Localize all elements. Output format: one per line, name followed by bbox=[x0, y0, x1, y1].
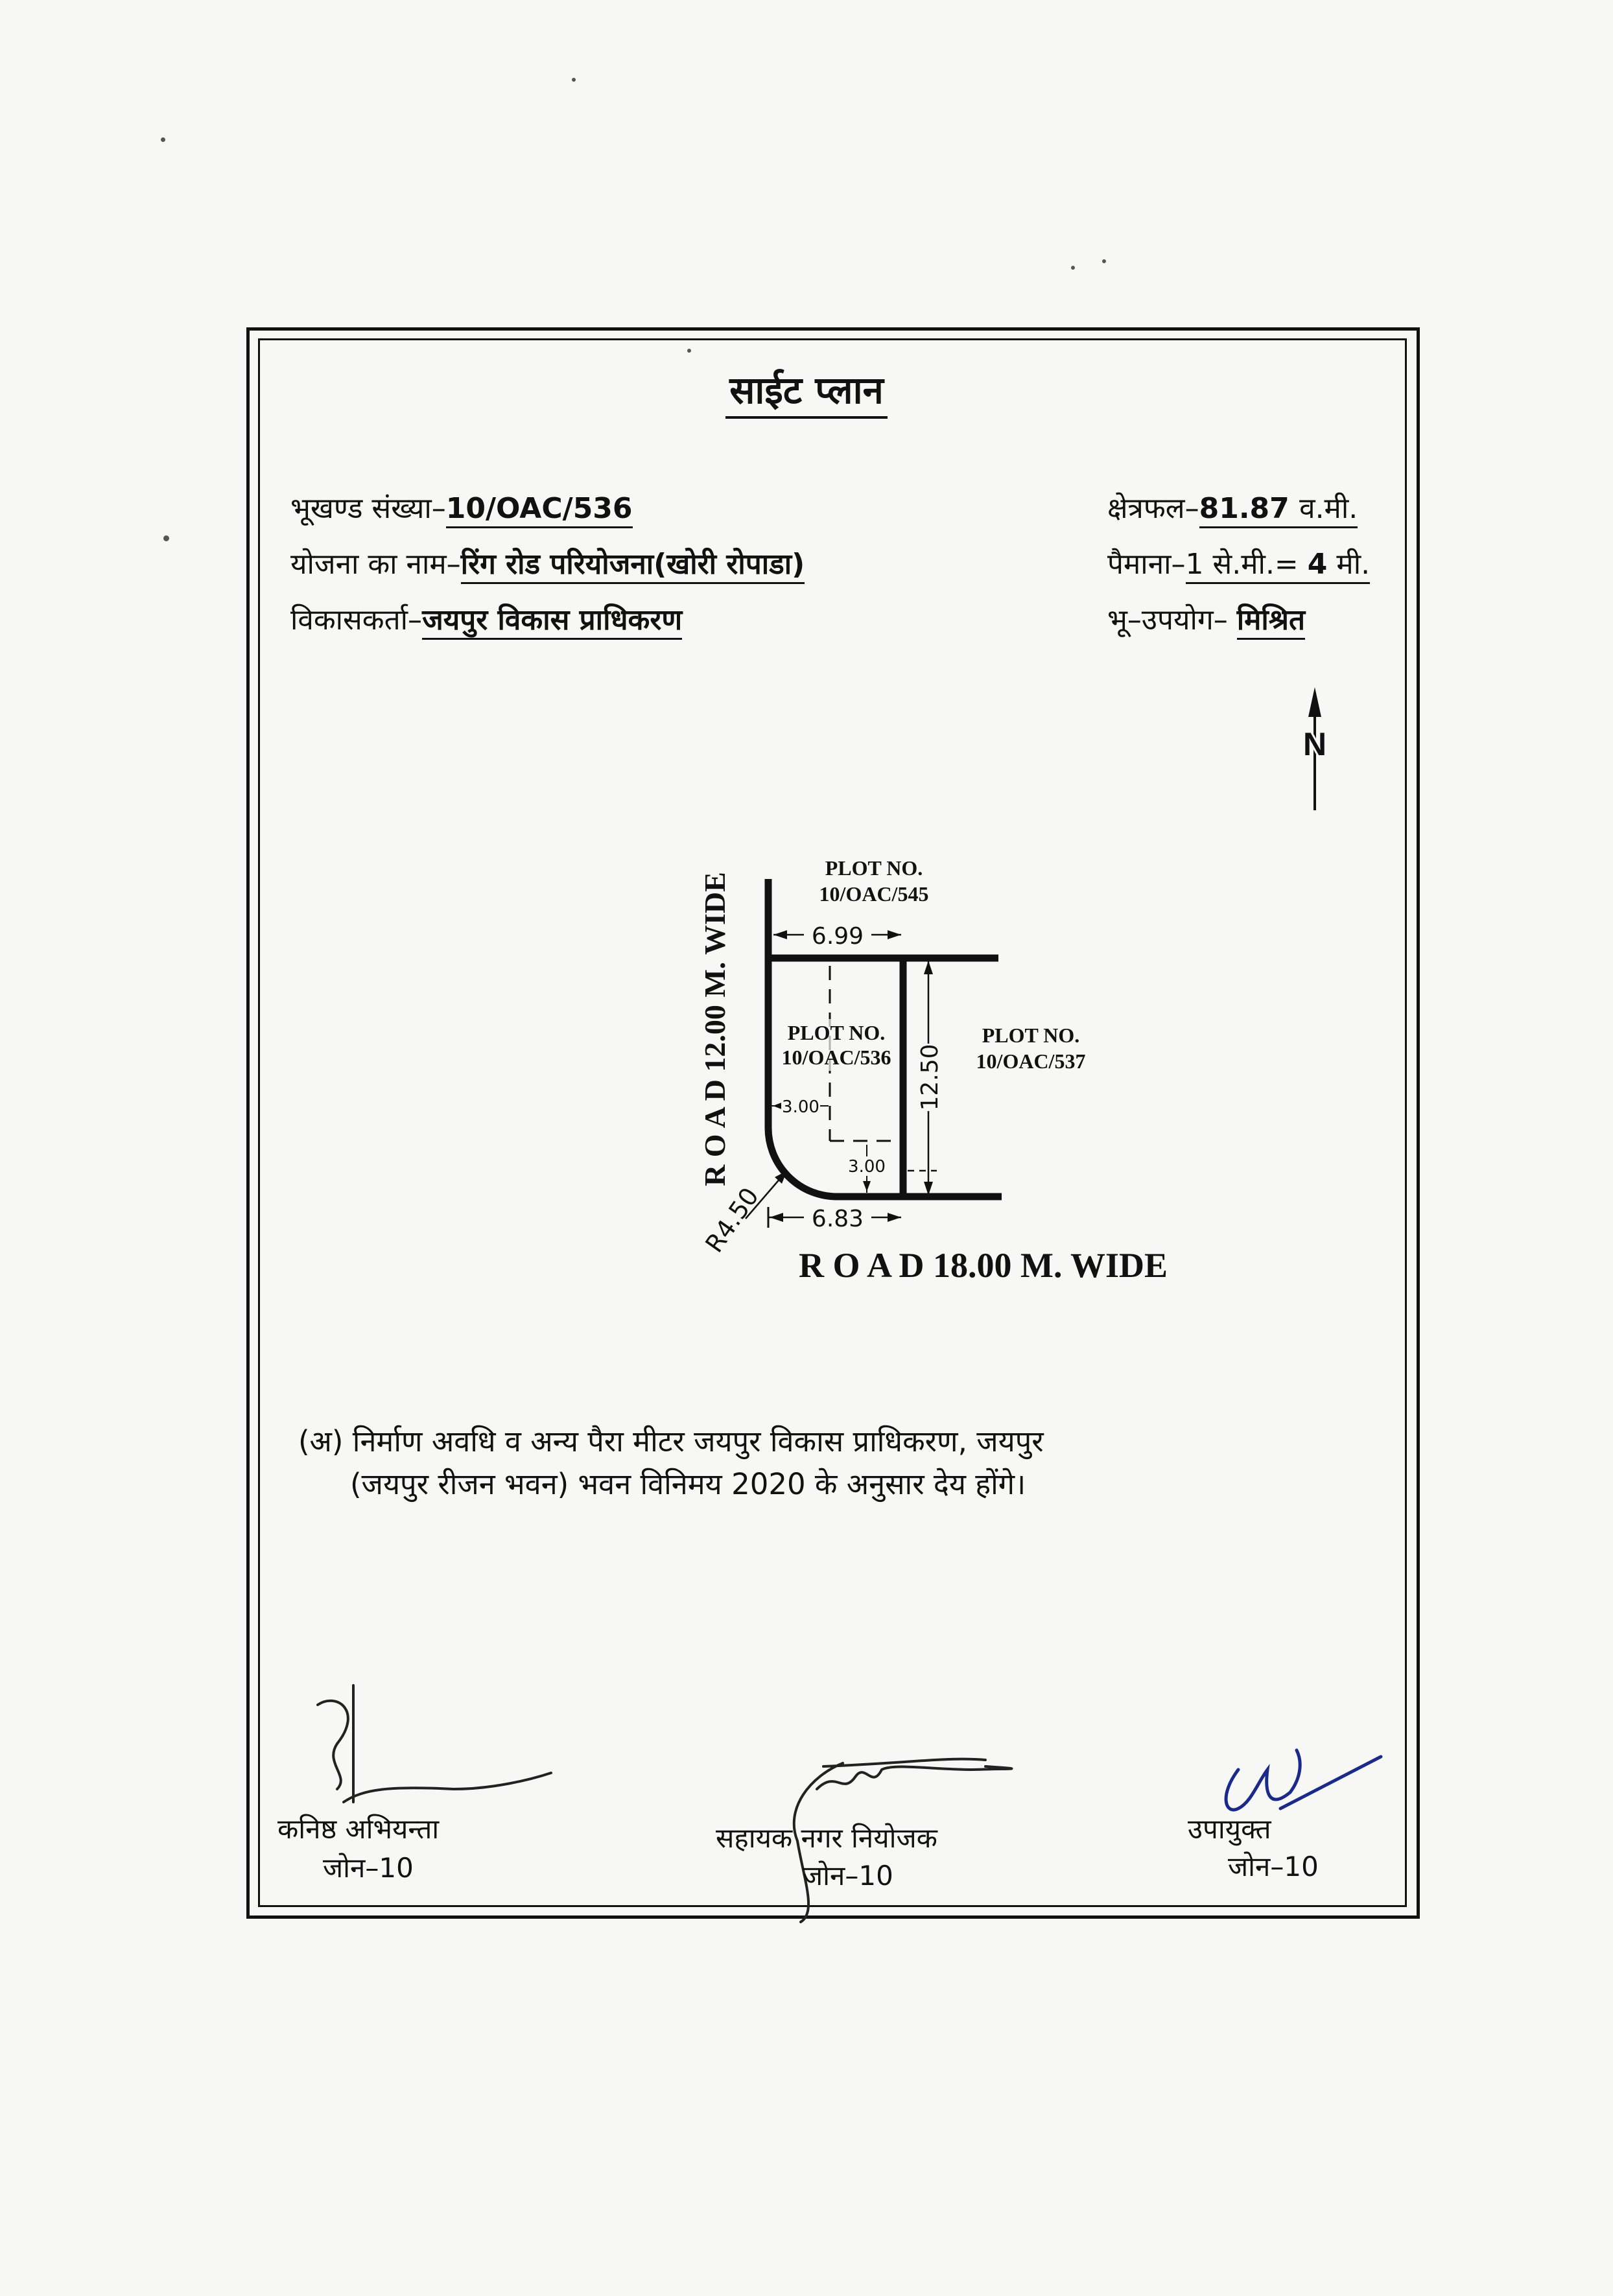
signatory-3-zone: जोन–10 bbox=[1228, 1851, 1319, 1882]
plot-east-label-line2: 10/OAC/537 bbox=[976, 1049, 1086, 1073]
signature-deputy-commissioner bbox=[1226, 1750, 1381, 1810]
dimension-right-label: 12.50 bbox=[917, 1044, 943, 1111]
plot-east-label-line1: PLOT NO. bbox=[982, 1024, 1080, 1047]
area-label: क्षेत्रफल– bbox=[1107, 492, 1199, 525]
dimension-bottom-label: 6.83 bbox=[811, 1206, 864, 1232]
scale-label: पैमाना– bbox=[1107, 548, 1186, 581]
setback-left-label: 3.00 bbox=[782, 1097, 819, 1117]
plot-center-label-line1: PLOT NO. bbox=[787, 1021, 886, 1044]
note-line-1: (अ) निर्माण अवधि व अन्य पैरा मीटर जयपुर विकास प्राधिकरण, जयपुर bbox=[298, 1424, 1044, 1458]
plot-center-label-line2: 10/OAC/536 bbox=[781, 1046, 891, 1069]
developer-value: जयपुर विकास प्राधिकरण bbox=[422, 603, 682, 640]
dimension-top-label: 6.99 bbox=[811, 923, 864, 950]
scale-value-text: 1 से.मी.= bbox=[1185, 548, 1308, 581]
signatory-2-zone: जोन–10 bbox=[803, 1860, 893, 1892]
road-south-label: R O A D 18.00 M. WIDE bbox=[799, 1246, 1168, 1285]
note-line-2: (जयपुर रीजन भवन) भवन विनिमय 2020 के अनुसार देय होंगे। bbox=[350, 1467, 1026, 1501]
plot-north-label-line1: PLOT NO. bbox=[825, 856, 923, 880]
north-label: N bbox=[1302, 726, 1327, 762]
area-number: 81.87 bbox=[1199, 492, 1289, 525]
area-unit: व.मी. bbox=[1299, 492, 1358, 525]
scheme-name-value: रिंग रोड परियोजना(खोरी रोपाडा) bbox=[461, 548, 805, 584]
signatory-3-title: उपायुक्त bbox=[1188, 1813, 1271, 1845]
developer-label: विकासकर्ता– bbox=[290, 603, 423, 637]
signature-junior-engineer bbox=[318, 1685, 551, 1802]
plot-number-value: 10/OAC/536 bbox=[446, 492, 633, 528]
page-title-text: साईट प्लान bbox=[725, 368, 888, 419]
road-west-label: R O A D 12.00 M. WIDE bbox=[698, 872, 731, 1186]
land-use-value: मिश्रित bbox=[1237, 603, 1305, 640]
plot-north-label-line2: 10/OAC/545 bbox=[819, 882, 929, 906]
radius-label: R4.50 bbox=[700, 1182, 765, 1258]
scheme-name-label: योजना का नाम– bbox=[290, 548, 461, 581]
signatory-2-title: सहायक नगर नियोजक bbox=[716, 1822, 937, 1854]
land-use-label: भू–उपयोग– bbox=[1107, 603, 1237, 637]
scale-unit: मी. bbox=[1327, 548, 1371, 581]
scale-value-bold: 4 bbox=[1307, 548, 1328, 581]
signatory-1-zone: जोन–10 bbox=[323, 1852, 414, 1884]
setback-bottom-label: 3.00 bbox=[848, 1157, 886, 1177]
signatory-1-title: कनिष्ठ अभियन्ता bbox=[277, 1813, 440, 1845]
plot-number-label: भूखण्ड संख्या– bbox=[290, 492, 446, 525]
